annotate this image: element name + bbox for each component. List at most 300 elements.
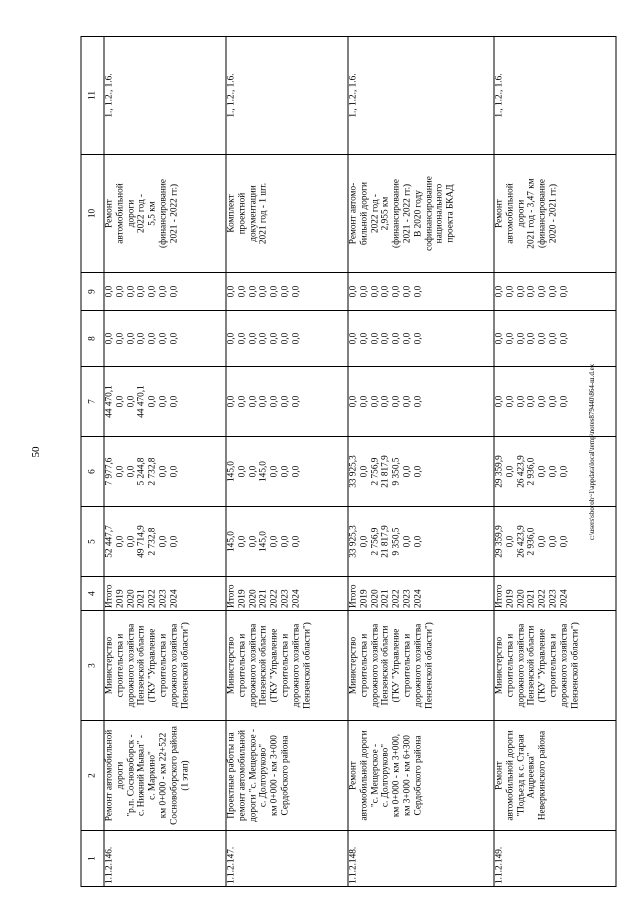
expected-result-line: автомобильной [115,183,126,244]
funding-value: 0,0 [169,285,180,298]
expected-result-line: софинансирование [424,176,435,251]
activity-name-line: с. Маркино" [147,751,158,800]
funding-value: 0,0 [402,535,413,548]
activity-name-line: Сердобского района [413,735,424,816]
funding-value: 21 817,9 [380,525,391,558]
funding-value: 0,0 [559,285,570,298]
funding-value: 0,0 [348,332,359,345]
funding-value: 0,0 [126,285,137,298]
funding-value: 0,0 [402,465,413,478]
year-cell [494,577,616,611]
activity-name-cell [104,721,226,831]
activity-name-line: автомобильной дороги [505,730,516,821]
indicators-cell: 1., 1.2., 1.6. [226,37,348,155]
col-header-9: 9 [81,273,104,311]
funding-value: 0,0 [291,535,302,548]
expected-result-line: Ремонт [104,199,115,228]
funding-value: 0,0 [548,395,559,408]
executor-line: строительства и [280,633,291,698]
funding-value: 0,0 [115,395,126,408]
activity-number-cell: 1.1.2.148. [348,831,494,887]
funding-value: 0,0 [370,285,381,298]
funding-value: 0,0 [126,535,137,548]
funding-value: 5 244,8 [136,457,147,486]
col-header-3: 3 [81,611,104,721]
executor-line: Пензенской области") [570,622,581,709]
expected-result-cell [226,155,348,273]
funding-value: 2 936,0 [526,457,537,486]
col-header-8: 8 [81,311,104,367]
funding-value: 0,0 [237,465,248,478]
funding-value: 0,0 [226,285,237,298]
executor-cell [494,611,616,721]
funding-value: 0,0 [359,285,370,298]
activity-name-line: Ремонт [494,761,505,790]
year-value: Итого [226,584,237,608]
expected-result-line: 2,955 км [380,196,391,231]
year-cell [348,577,494,611]
funding-value: 0,0 [258,395,269,408]
executor-line: (ГКУ "Управление [147,628,158,703]
col-header-7: 7 [81,367,104,437]
funding-c8-cell [104,311,226,367]
funding-value: 0,0 [115,465,126,478]
activity-name-line: дороги [115,761,126,790]
funding-value: 0,0 [226,332,237,345]
funding-value: 0,0 [248,285,259,298]
funding-value: 0,0 [269,465,280,478]
funding-value: 0,0 [559,465,570,478]
col-header-6: 6 [81,437,104,507]
funding-value: 29 359,9 [494,525,505,558]
funding-value: 0,0 [505,285,516,298]
expected-result-line: 2021 год - 3,47 км [526,178,537,249]
funding-value: 0,0 [548,465,559,478]
funding-value: 0,0 [115,332,126,345]
funding-value: 2 756,9 [370,527,381,556]
year-value: 2023 [158,589,169,608]
executor-line: Пензенской области") [180,622,191,709]
executor-line: (ГКУ "Управление [391,628,402,703]
executor-line: дорожного хозяйства [169,623,180,708]
year-value: 2021 [258,589,269,608]
funding-value: 9 350,5 [391,527,402,556]
executor-line: дорожного хозяйства [126,623,137,708]
funding-value: 0,0 [237,332,248,345]
executor-line: строительства и [548,633,559,698]
funding-value: 0,0 [391,332,402,345]
executor-line: строительства и [115,633,126,698]
expected-result-line: автомобильной [505,183,516,244]
funding-c6-cell [226,437,348,507]
funding-value: 0,0 [359,535,370,548]
year-cell [104,577,226,611]
funding-value: 0,0 [269,395,280,408]
funding-c7-cell [494,367,616,437]
activity-name-line: Андреевка" [526,752,537,799]
year-value: 2021 [380,589,391,608]
indicators-cell: 1., 1.2., 1.6. [348,37,494,155]
executor-line: дорожного хозяйства [413,623,424,708]
activity-name-line: с. Нижний Мывал" - [136,735,147,816]
funding-value: 0,0 [526,395,537,408]
funding-value: 0,0 [169,535,180,548]
funding-value: 0,0 [548,285,559,298]
funding-value: 0,0 [136,285,147,298]
year-value: 2019 [505,589,516,608]
year-value: Итого [104,584,115,608]
year-value: 2024 [291,589,302,608]
funding-value: 44 470,1 [136,385,147,418]
activity-number-cell: 1.1.2.146. [104,831,226,887]
executor-line: дорожного хозяйства [291,623,302,708]
column-number-header-row [81,37,104,887]
col-header-11: 11 [81,37,104,155]
funding-value: 145,0 [258,531,269,552]
activity-name-cell [226,721,348,831]
funding-value: 0,0 [258,332,269,345]
funding-value: 0,0 [115,535,126,548]
funding-value: 0,0 [537,465,548,478]
funding-value: 0,0 [147,332,158,345]
funding-value: 0,0 [505,332,516,345]
executor-line: (ГКУ "Управление [269,628,280,703]
expected-result-line: национального [434,183,445,244]
year-value: 2024 [559,589,570,608]
activity-name-cell [348,721,494,831]
activity-name-line: Ремонт автомобильной [104,729,115,822]
year-value: 2023 [280,589,291,608]
activity-name-line: км 0+000 - км 3+000, [391,733,402,818]
funding-value: 0,0 [402,285,413,298]
funding-value: 0,0 [526,285,537,298]
funding-value: 0,0 [494,285,505,298]
funding-c8-cell [348,311,494,367]
year-value: 2022 [537,589,548,608]
expected-result-line: 2021 - 2022 гг.) [402,183,413,244]
expected-result-line: 2020 - 2021 гг.) [548,183,559,244]
funding-value: 0,0 [505,535,516,548]
funding-value: 0,0 [526,332,537,345]
year-value: 2020 [370,589,381,608]
funding-c8-cell [226,311,348,367]
activity-name-line: Неверкинского района [537,730,548,821]
funding-value: 0,0 [537,395,548,408]
executor-line: Пензенской области") [302,622,313,709]
funding-value: 0,0 [402,332,413,345]
year-value: 2023 [548,589,559,608]
activity-name-line: с. Долгоруково" [258,743,269,808]
funding-value: 0,0 [115,285,126,298]
executor-line: строительства и [402,633,413,698]
table-row [494,37,616,887]
program-activities-table [81,36,617,887]
funding-value: 0,0 [413,535,424,548]
funding-value: 0,0 [126,395,137,408]
funding-value: 0,0 [548,332,559,345]
activity-name-line: с. Долгоруково" [380,743,391,808]
activity-name-line: Проектные работы на [226,732,237,819]
year-value: 2020 [516,589,527,608]
funding-value: 145,0 [258,461,269,482]
executor-line: Пензенской области [136,625,147,706]
activity-name-line: Ремонт [348,761,359,790]
funding-value: 21 817,9 [380,455,391,488]
executor-line: Министерство [226,636,237,695]
col-header-5: 5 [81,507,104,577]
funding-value: 0,0 [280,285,291,298]
funding-value: 0,0 [537,332,548,345]
funding-value: 9 350,5 [391,457,402,486]
activity-name-line: км 3+000 - км 6+300 [402,735,413,816]
funding-value: 0,0 [413,285,424,298]
activity-name-line: Сердобского района [280,735,291,816]
funding-value: 0,0 [516,332,527,345]
funding-value: 0,0 [359,332,370,345]
funding-c8-cell [494,311,616,367]
expected-result-line: бильной дороги [359,182,370,245]
funding-value: 0,0 [248,465,259,478]
year-value: 2020 [126,589,137,608]
funding-value: 0,0 [494,395,505,408]
year-value: Итого [494,584,505,608]
funding-value: 0,0 [348,395,359,408]
funding-value: 0,0 [537,535,548,548]
table-body [104,37,616,887]
funding-value: 0,0 [380,285,391,298]
executor-line: дорожного хозяйства [516,623,527,708]
funding-c7-cell [226,367,348,437]
funding-value: 0,0 [147,285,158,298]
executor-line: дорожного хозяйства [559,623,570,708]
funding-value: 0,0 [248,395,259,408]
funding-value: 0,0 [391,285,402,298]
funding-value: 0,0 [391,395,402,408]
funding-value: 0,0 [559,395,570,408]
executor-line: Пензенской области [526,625,537,706]
funding-value: 0,0 [126,465,137,478]
funding-value: 0,0 [237,285,248,298]
funding-value: 0,0 [104,285,115,298]
funding-value: 52 447,7 [104,525,115,558]
funding-value: 0,0 [402,395,413,408]
funding-c7-cell [348,367,494,437]
funding-value: 0,0 [269,285,280,298]
funding-value: 0,0 [158,285,169,298]
activity-name-line: "с. Мещерское - [370,743,381,808]
year-value: 2019 [115,589,126,608]
funding-value: 0,0 [291,285,302,298]
year-value: 2022 [391,589,402,608]
funding-value: 0,0 [413,332,424,345]
executor-line: Министерство [494,636,505,695]
funding-value: 145,0 [226,531,237,552]
funding-value: 0,0 [537,285,548,298]
funding-value: 0,0 [413,395,424,408]
activity-name-line: "р.п. Сосновоборск - [126,734,137,817]
expected-result-line: Ремонт автомо- [348,182,359,245]
funding-value: 0,0 [380,395,391,408]
indicators-cell: 1., 1.2., 1.6. [104,37,226,155]
funding-value: 0,0 [258,285,269,298]
executor-line: строительства и [158,633,169,698]
activity-name-cell [494,721,616,831]
funding-value: 0,0 [548,535,559,548]
executor-cell [104,611,226,721]
funding-value: 0,0 [380,332,391,345]
funding-value: 0,0 [169,395,180,408]
year-value: 2020 [248,589,259,608]
funding-value: 0,0 [158,535,169,548]
year-value: 2022 [147,589,158,608]
funding-value: 0,0 [158,332,169,345]
expected-result-line: Ремонт [494,199,505,228]
table-row [348,37,494,887]
expected-result-line: 2022 год - [136,193,147,234]
year-value: 2022 [269,589,280,608]
expected-result-line: Комплект [226,194,237,233]
funding-value: 0,0 [136,332,147,345]
funding-value: 0,0 [169,332,180,345]
expected-result-line: В 2020 году [413,190,424,237]
expected-result-cell [494,155,616,273]
funding-c9-cell [104,273,226,311]
funding-value: 0,0 [248,535,259,548]
indicators-cell: 1., 1.2., 1.6. [494,37,616,155]
expected-result-line: (финансирование [391,178,402,249]
year-value: 2024 [413,589,424,608]
year-value: 2021 [526,589,537,608]
activity-name-line: автомобильной дороги [359,730,370,821]
funding-value: 0,0 [280,535,291,548]
funding-value: 2 756,9 [370,457,381,486]
expected-result-line: дороги [126,199,137,228]
expected-result-line: 2021 год - 1 шт. [258,182,269,245]
year-value: 2024 [169,589,180,608]
funding-c5-cell [494,507,616,577]
expected-result-line: (финансирование [537,178,548,249]
funding-value: 49 714,9 [136,525,147,558]
funding-value: 0,0 [226,395,237,408]
expected-result-line: документации [248,185,259,242]
funding-value: 0,0 [516,395,527,408]
funding-c5-cell [226,507,348,577]
funding-value: 7 977,6 [104,457,115,486]
col-header-4: 4 [81,577,104,611]
funding-value: 0,0 [413,465,424,478]
year-value: 2021 [136,589,147,608]
funding-value: 33 925,3 [348,525,359,558]
funding-value: 29 359,9 [494,455,505,488]
col-header-2: 2 [81,721,104,831]
executor-line: строительства и [237,633,248,698]
funding-value: 0,0 [280,332,291,345]
year-cell [226,577,348,611]
funding-value: 0,0 [291,395,302,408]
table-row [226,37,348,887]
funding-value: 0,0 [494,332,505,345]
funding-value: 0,0 [291,332,302,345]
funding-value: 0,0 [359,395,370,408]
funding-value: 0,0 [269,535,280,548]
year-value: 2019 [359,589,370,608]
executor-line: строительства и [505,633,516,698]
rotated-table-container [81,47,606,887]
executor-line: строительства и [359,633,370,698]
activity-name-line: "Подъезд к с. Старая [516,734,527,817]
funding-value: 0,0 [169,465,180,478]
funding-value: 0,0 [158,465,169,478]
funding-value: 0,0 [237,395,248,408]
col-header-10: 10 [81,155,104,273]
executor-line: Министерство [348,636,359,695]
executor-cell [348,611,494,721]
page-number: 50 [30,446,42,458]
activity-number-cell: 1.1.2.147. [226,831,348,887]
expected-result-line: (финансирование [158,178,169,249]
expected-result-cell [104,155,226,273]
funding-value: 0,0 [559,535,570,548]
executor-line: Министерство [104,636,115,695]
executor-line: Пензенской области [258,625,269,706]
col-header-1: 1 [81,831,104,887]
executor-line: дорожного хозяйства [370,623,381,708]
funding-value: 0,0 [104,332,115,345]
funding-value: 0,0 [370,395,381,408]
funding-value: 26 423,9 [516,525,527,558]
funding-value: 2 936,0 [526,527,537,556]
expected-result-cell [348,155,494,273]
funding-value: 0,0 [291,465,302,478]
activity-name-line: (1 этап) [180,760,191,791]
funding-value: 0,0 [280,465,291,478]
funding-value: 2 732,8 [147,457,158,486]
year-value: 2019 [237,589,248,608]
funding-value: 0,0 [126,332,137,345]
expected-result-line: проектной [237,192,248,235]
footer-file-path: c:\users\sboroh~1\appdata\local\temp\notes879440\864-ш.d.ex [588,363,596,541]
funding-value: 0,0 [559,332,570,345]
funding-value: 0,0 [348,285,359,298]
year-value: Итого [348,584,359,608]
executor-line: Пензенской области") [424,622,435,709]
funding-c7-cell [104,367,226,437]
funding-value: 0,0 [158,395,169,408]
year-value: 2023 [402,589,413,608]
executor-cell [226,611,348,721]
funding-c6-cell [104,437,226,507]
funding-c5-cell [348,507,494,577]
funding-c9-cell [494,273,616,311]
funding-value: 0,0 [516,285,527,298]
funding-value: 145,0 [226,461,237,482]
expected-result-line: дороги [516,199,527,228]
funding-c6-cell [348,437,494,507]
expected-result-line: 2022 год - [370,193,381,234]
executor-line: (ГКУ "Управление [537,628,548,703]
expected-result-line: проекта БКАД [445,184,456,243]
table-row [104,37,226,887]
funding-value: 2 732,8 [147,527,158,556]
executor-line: дорожного хозяйства [248,623,259,708]
funding-value: 0,0 [505,465,516,478]
activity-name-line: Сосновоборского района [169,726,180,825]
funding-value: 44 470,1 [104,385,115,418]
funding-c9-cell [226,273,348,311]
funding-value: 33 925,3 [348,455,359,488]
activity-name-line: дороги "с. Мещерское - [248,728,259,823]
funding-value: 0,0 [269,332,280,345]
